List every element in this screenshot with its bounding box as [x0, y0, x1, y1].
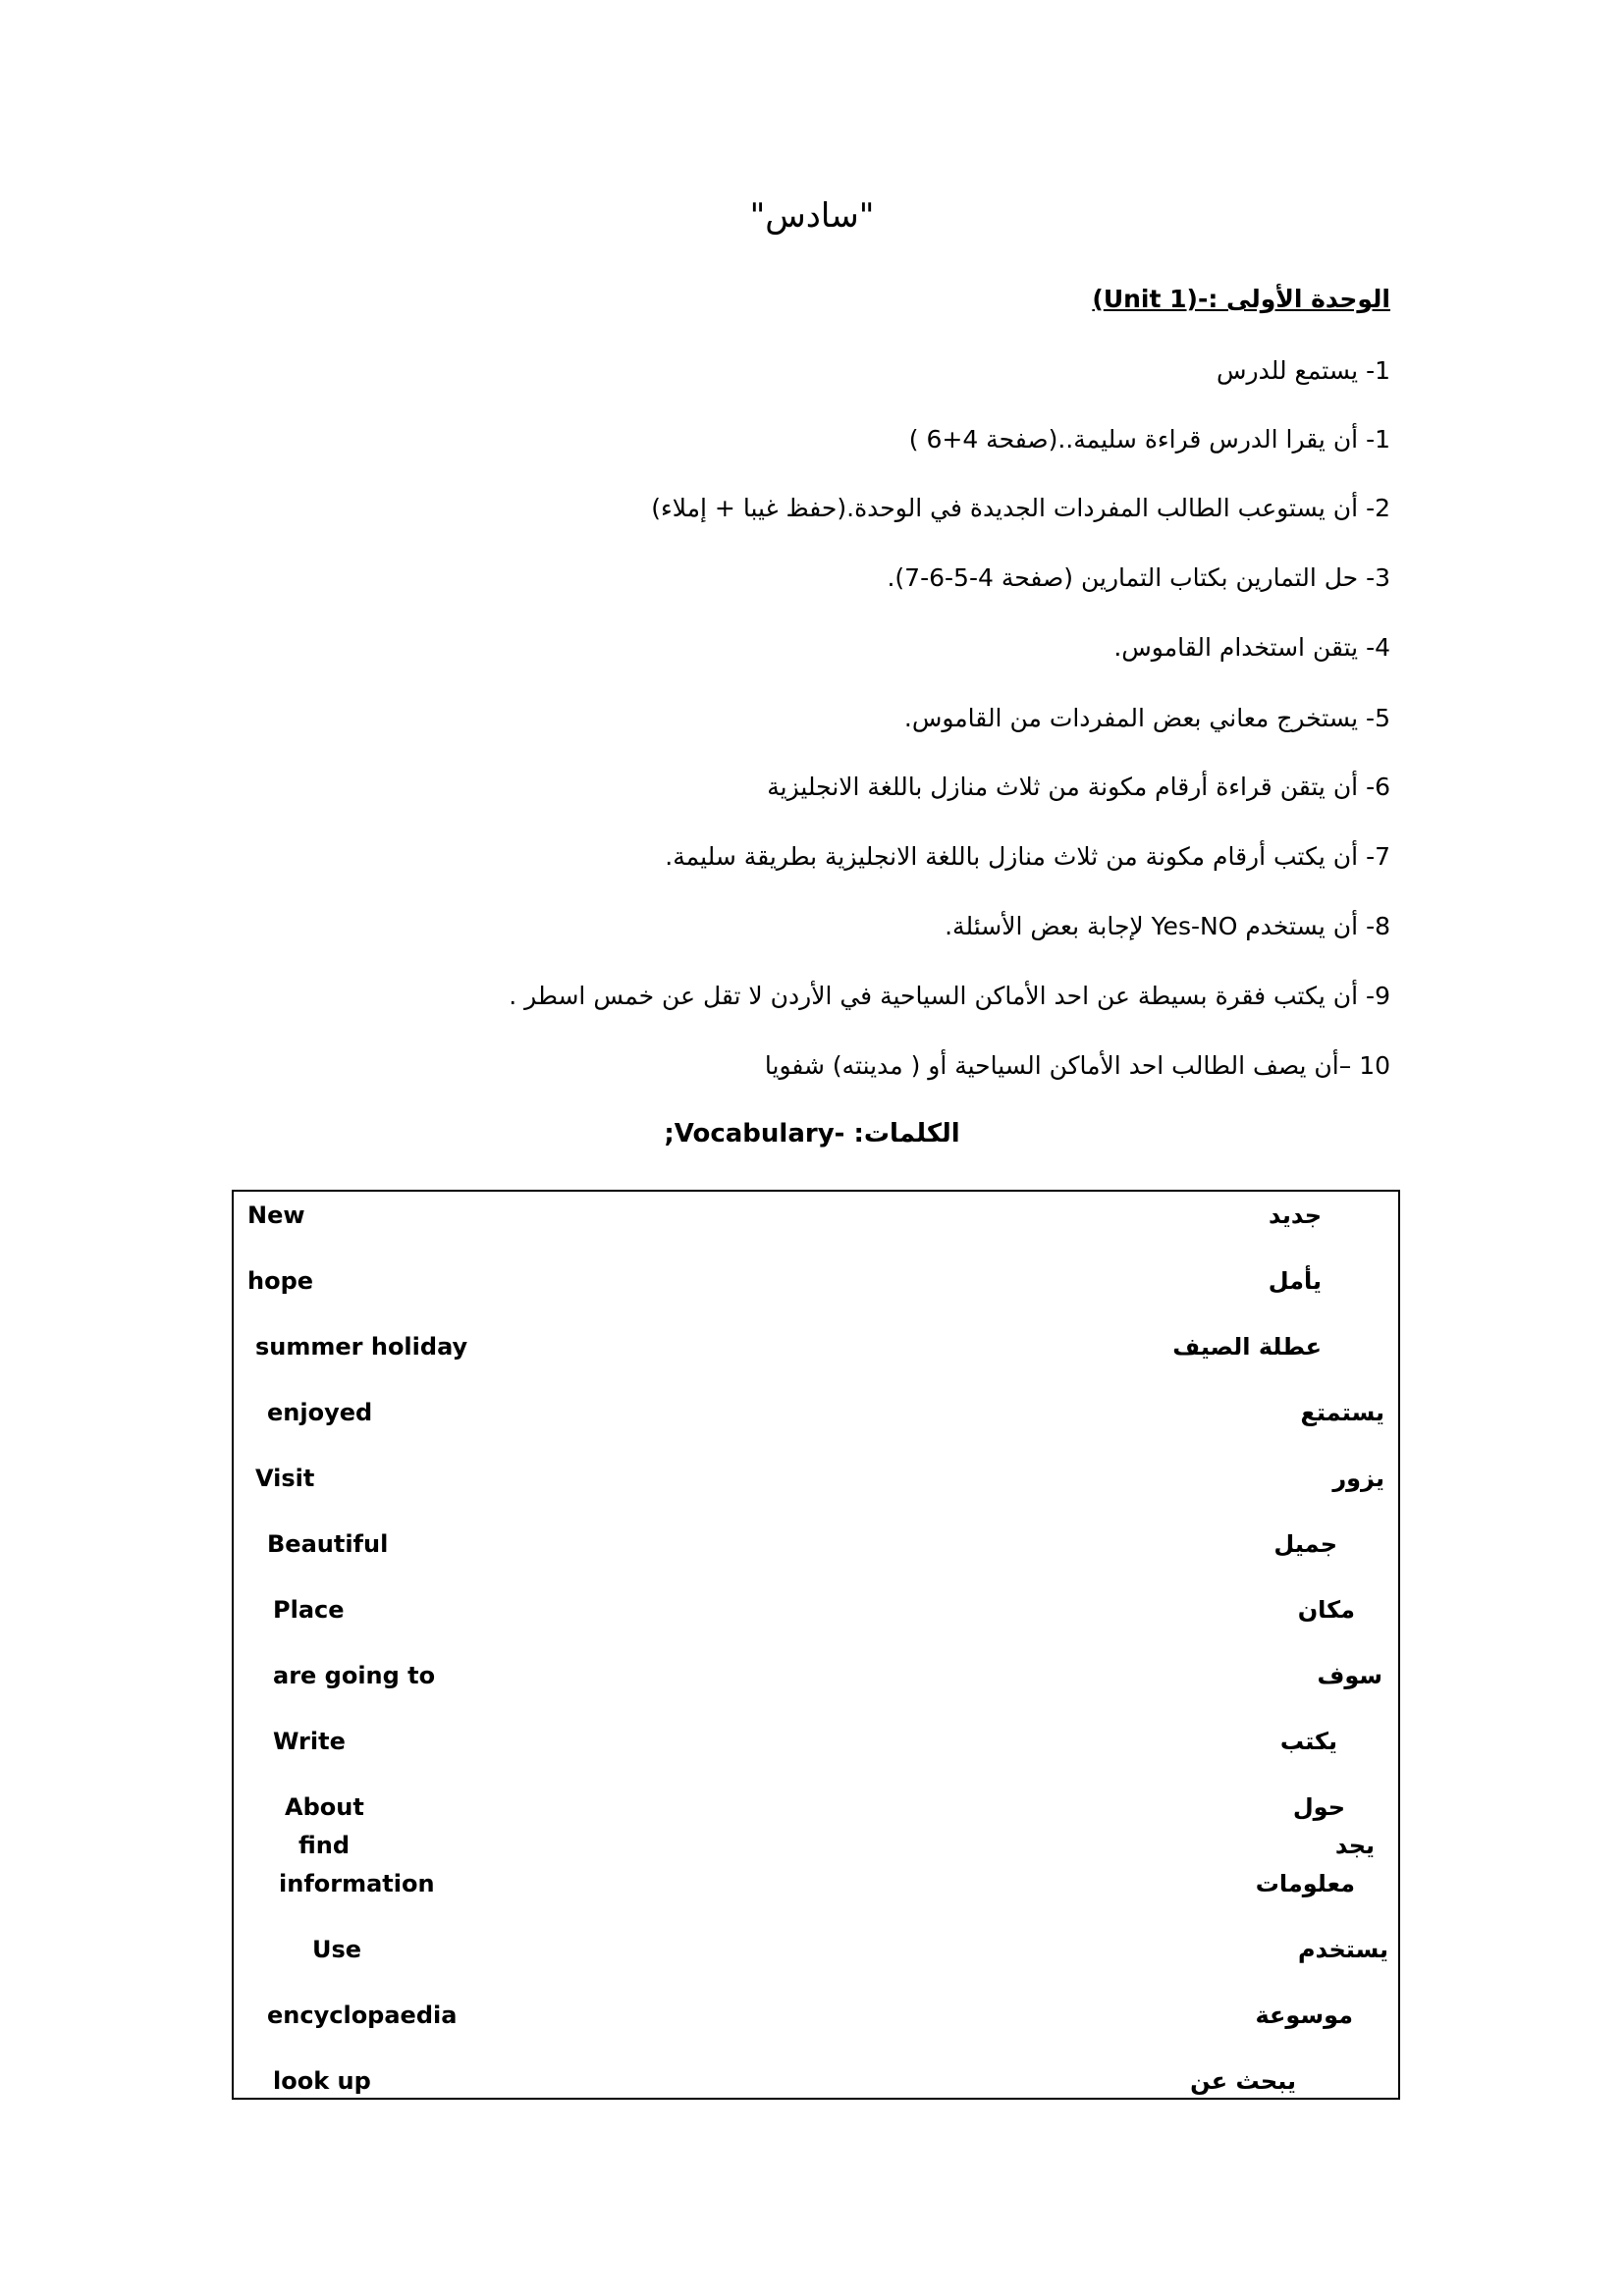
vocab-en-3: summer holiday: [255, 1333, 468, 1361]
vocab-ar-15: يبحث عن: [1190, 2067, 1296, 2095]
vocab-en-14: encyclopaedia: [267, 2002, 458, 2029]
vocabulary-table: [232, 1190, 1400, 2100]
objective-4: 3- حل التمارين بكتاب التمارين (صفحة 4-5-6-7).: [887, 563, 1390, 592]
vocab-en-2: hope: [247, 1267, 314, 1295]
vocab-ar-9: يكتب: [1279, 1728, 1337, 1755]
objective-9: 8- أن يستخدم Yes-NO لإجابة بعض الأسئلة.: [945, 912, 1390, 940]
vocab-en-15: look up: [273, 2067, 371, 2095]
vocab-ar-5: يزور: [1332, 1465, 1384, 1492]
vocabulary-heading: الكلمات: -Vocabulary;: [664, 1119, 960, 1148]
page-title: "سادس": [749, 196, 875, 236]
vocab-en-4: enjoyed: [267, 1399, 373, 1426]
vocab-ar-14: موسوعة: [1255, 2002, 1353, 2029]
vocab-ar-12: معلومات: [1255, 1870, 1355, 1897]
vocab-ar-8: سوف: [1317, 1662, 1382, 1689]
objective-3: 2- أن يستوعب الطالب المفردات الجديدة في الوحدة.(حفظ غيبا + إملاء): [651, 494, 1390, 522]
vocab-ar-6: جميل: [1273, 1530, 1337, 1558]
objective-10: 9- أن يكتب فقرة بسيطة عن احد الأماكن السياحية في الأردن لا تقل عن خمس اسطر .: [509, 982, 1390, 1010]
vocab-ar-3: عطلة الصيف: [1172, 1333, 1322, 1361]
vocab-ar-4: يستمتع: [1300, 1399, 1384, 1426]
vocab-en-1: New: [247, 1201, 305, 1229]
objective-11: 10 –أن يصف الطالب احد الأماكن السياحية أو ( مدينته) شفويا: [764, 1051, 1390, 1080]
objective-5: 4- يتقن استخدام القاموس.: [1113, 633, 1390, 662]
vocab-en-8: are going to: [273, 1662, 436, 1689]
unit-heading: الوحدة الأولى :-(Unit 1): [1092, 285, 1390, 313]
objective-8: 7- أن يكتب أرقام مكونة من ثلاث منازل باللغة الانجليزية بطريقة سليمة.: [665, 842, 1390, 871]
vocab-en-7: Place: [273, 1596, 345, 1624]
objective-6: 5- يستخرج معاني بعض المفردات من القاموس.: [903, 704, 1390, 732]
vocab-ar-11: يجد: [1334, 1832, 1375, 1859]
vocab-en-10: About: [285, 1793, 364, 1821]
objective-7: 6- أن يتقن قراءة أرقام مكونة من ثلاث منازل باللغة الانجليزية: [767, 773, 1390, 801]
vocab-en-6: Beautiful: [267, 1530, 389, 1558]
vocab-ar-7: مكان: [1297, 1596, 1355, 1624]
vocab-ar-13: يستخدم: [1298, 1936, 1388, 1963]
objective-2: 1- أن يقرا الدرس قراءة سليمة..(صفحة 4+6 ): [908, 425, 1390, 454]
vocab-ar-10: حول: [1292, 1793, 1345, 1821]
objective-1: 1- يستمع للدرس: [1217, 356, 1390, 385]
vocab-en-5: Visit: [255, 1465, 315, 1492]
vocab-en-13: Use: [312, 1936, 362, 1963]
vocab-ar-2: يأمل: [1268, 1267, 1322, 1295]
vocab-en-12: information: [279, 1870, 435, 1897]
vocab-ar-1: جديد: [1268, 1201, 1322, 1229]
vocab-en-9: Write: [273, 1728, 346, 1755]
vocab-en-11: find: [298, 1832, 351, 1859]
